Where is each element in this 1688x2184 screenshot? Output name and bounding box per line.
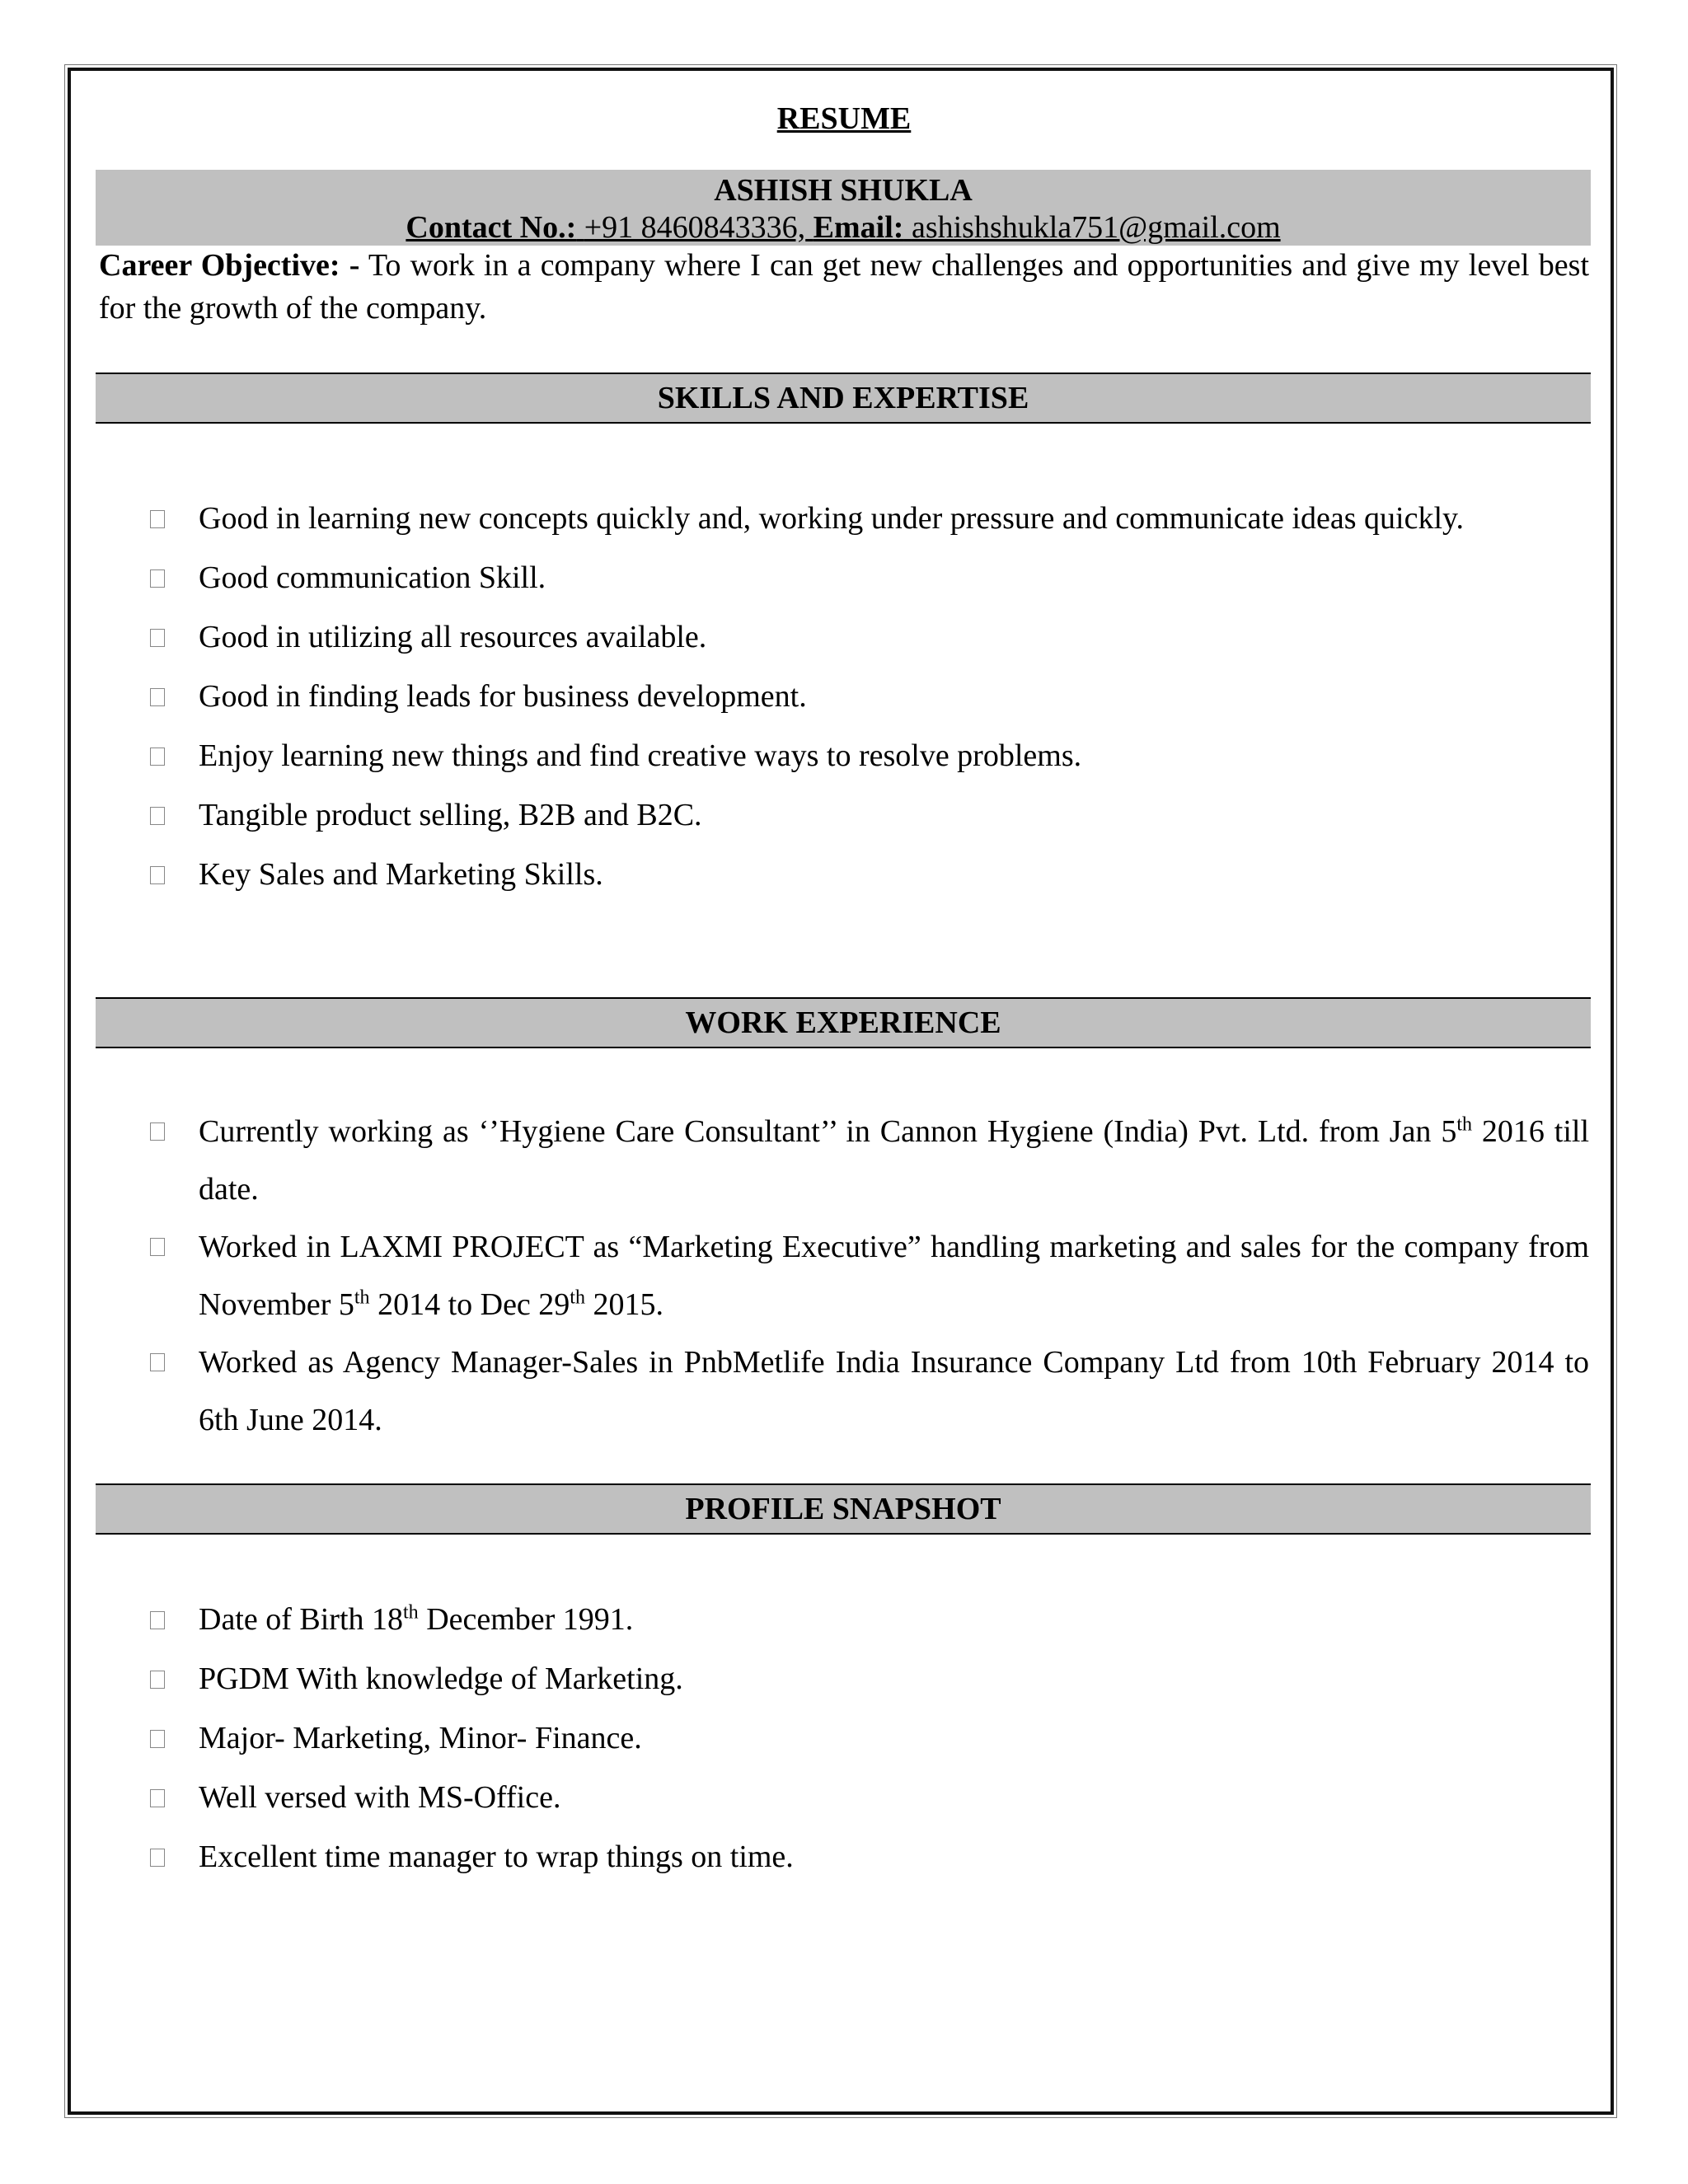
list-item: Well versed with MS-Office. — [0, 1768, 1589, 1827]
list-item: Currently working as ‘’Hygiene Care Consultant’’ in Cannon Hygiene (India) Pvt. Ltd. from Jan 5th 2016 till date. — [0, 1103, 1589, 1218]
contact-label: Contact No.: — [406, 210, 577, 245]
list-item: Key Sales and Marketing Skills. — [0, 845, 1589, 904]
objective-label: Career Objective: - — [99, 248, 360, 283]
checkbox-bullet-icon — [150, 1238, 165, 1256]
checkbox-bullet-icon — [150, 1671, 165, 1689]
document-title: RESUME — [776, 101, 912, 136]
checkbox-bullet-icon — [150, 748, 165, 766]
skills-list — [0, 489, 1688, 904]
list-item: Tangible product selling, B2B and B2C. — [0, 785, 1589, 845]
list-item: Worked as Agency Manager-Sales in PnbMetlife India Insurance Company Ltd from 10th February 2014 to 6th June 2014. — [0, 1333, 1589, 1449]
list-item: PGDM With knowledge of Marketing. — [0, 1649, 1589, 1708]
checkbox-bullet-icon — [150, 1730, 165, 1748]
checkbox-bullet-icon — [150, 569, 165, 588]
checkbox-bullet-icon — [150, 807, 165, 825]
checkbox-bullet-icon — [150, 1611, 165, 1629]
section-heading-skills: SKILLS AND EXPERTISE — [96, 373, 1591, 424]
profile-list — [0, 1590, 1688, 1886]
objective-text: To work in a company where I can get new challenges and opportunities and give my level best for the growth of the company. — [99, 248, 1590, 326]
list-item: Good in finding leads for business development. — [0, 667, 1589, 726]
candidate-name: ASHISH SHUKLA — [714, 173, 973, 208]
checkbox-bullet-icon — [150, 1353, 165, 1371]
phone-number: +91 8460843336, — [584, 210, 806, 245]
list-item: Worked in LAXMI PROJECT as “Marketing Executive” handling marketing and sales for the company from November 5th 2014 to Dec 29th 2015. — [0, 1218, 1589, 1333]
section-heading-profile: PROFILE SNAPSHOT — [96, 1483, 1591, 1535]
email-label: Email: — [813, 210, 904, 245]
list-item: Good communication Skill. — [0, 548, 1589, 607]
contact-line — [96, 209, 1591, 246]
section-heading-work: WORK EXPERIENCE — [96, 997, 1591, 1048]
list-item: Good in utilizing all resources available. — [0, 607, 1589, 667]
list-item: Major- Marketing, Minor- Finance. — [0, 1708, 1589, 1768]
checkbox-bullet-icon — [150, 1789, 165, 1807]
list-item: Enjoy learning new things and find creative ways to resolve problems. — [0, 726, 1589, 785]
checkbox-bullet-icon — [150, 510, 165, 528]
checkbox-bullet-icon — [150, 629, 165, 647]
checkbox-bullet-icon — [150, 866, 165, 884]
list-item: Excellent time manager to wrap things on time. — [0, 1827, 1589, 1886]
email-address: ashishshukla751@gmail.com — [911, 210, 1281, 245]
checkbox-bullet-icon — [150, 1849, 165, 1867]
header-band — [96, 170, 1591, 246]
checkbox-bullet-icon — [150, 1122, 165, 1141]
list-item: Date of Birth 18th December 1991. — [0, 1590, 1589, 1649]
career-objective — [99, 244, 1589, 330]
work-list — [0, 1103, 1688, 1449]
list-item: Good in learning new concepts quickly and, working under pressure and communicate ideas quickly. — [0, 489, 1589, 548]
checkbox-bullet-icon — [150, 688, 165, 706]
